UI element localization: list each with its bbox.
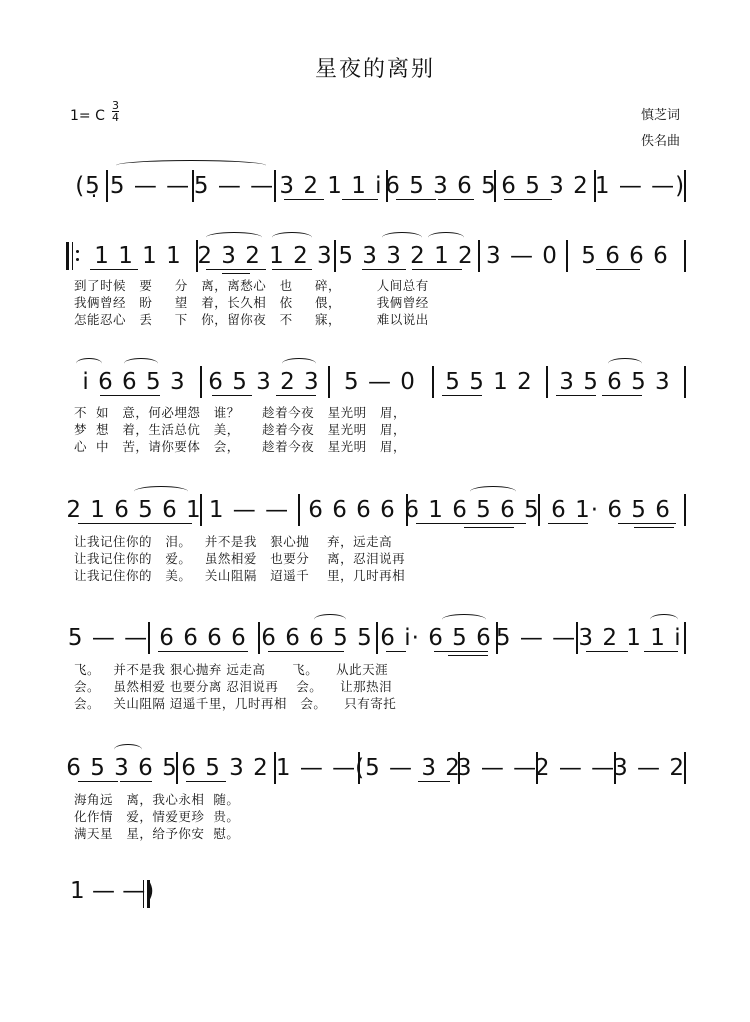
beam (158, 651, 248, 652)
measure: 6 5 3 2 3 (208, 369, 320, 395)
lyric-line: 不 如 意，何必埋怨 谁？ 趁着今夜 星光明 眉， (74, 405, 406, 420)
beam (362, 269, 406, 270)
barline (298, 494, 300, 526)
final-barline (143, 880, 150, 908)
beam (78, 523, 192, 524)
slur (650, 614, 678, 625)
barline (494, 170, 496, 202)
barline (478, 240, 480, 272)
slur (442, 614, 486, 625)
barline (274, 170, 276, 202)
beam (602, 395, 642, 396)
barline (684, 622, 686, 654)
beam (644, 651, 678, 652)
beam (90, 269, 138, 270)
lyric-line: 海角远 离，我心永相 随。 (74, 792, 240, 807)
measure: 3 — 0 (486, 243, 558, 269)
beam (634, 527, 674, 528)
beam (78, 781, 118, 782)
measure: 1 1 1 1 (94, 243, 182, 269)
barline (200, 366, 202, 398)
beam (206, 269, 266, 270)
lyricist-credit: 慎芝词 (640, 108, 680, 123)
beam (412, 269, 462, 270)
barline (684, 494, 686, 526)
measure: 5 3 3 2 1 2 (338, 243, 474, 269)
measure: 6 6 6 6 (308, 497, 396, 523)
measure: 1 — — (275, 755, 357, 781)
measure: 5 5 1 2 (445, 369, 533, 395)
lyric-line: 让我记住你的 爱。 虽然相爱 也要分 离，忍泪说再 (74, 551, 406, 566)
lyric-line: 让我记住你的 美。 关山阻隔 迢遥千 里，几时再相 (74, 568, 406, 583)
barline (432, 366, 434, 398)
beam (418, 781, 450, 782)
time-signature (112, 100, 119, 123)
barline (566, 240, 568, 272)
final-measure: 1 — —) (70, 878, 155, 904)
repeat-start-thin (72, 242, 73, 270)
composer-credit: 佚名曲 (640, 134, 680, 149)
beam (556, 395, 596, 396)
beam (342, 199, 378, 200)
beam (284, 199, 324, 200)
lyric-line: 满天星 星，给予你安 慰。 (74, 826, 240, 841)
lyric-line: 到了时候 要 分 离，离愁心 也 碎， 人间总有 (74, 278, 429, 293)
beam (596, 269, 640, 270)
lyric-line: 我俩曾经 盼 望 着，长久相 依 偎， 我俩曾经 (74, 295, 429, 310)
lyric-line: 让我记住你的 泪。 并不是我 狠心抛 弃，远走高 (74, 534, 393, 549)
measure: 6 1· 6 5 6 (551, 497, 671, 523)
barline (334, 240, 336, 272)
lyric-line: 化作情 爱，情爱更珍 贵。 (74, 809, 240, 824)
measure: 2 — — (534, 755, 616, 781)
measure: 5 — — (495, 625, 577, 651)
measure: 5 6 6 6 (581, 243, 669, 269)
barline (328, 366, 330, 398)
meter-bottom: 4 (112, 111, 119, 124)
beam (396, 199, 436, 200)
barline (176, 752, 178, 784)
beam (100, 395, 160, 396)
slur (282, 358, 316, 369)
measure: 1 — —) (594, 173, 686, 199)
measure: 6 1 6 5 6 5 (404, 497, 540, 523)
barline (684, 752, 686, 784)
slur (428, 232, 464, 243)
measure: 3 2 1 1 i (578, 625, 682, 651)
barline (546, 366, 548, 398)
measure: 3 — 2 (613, 755, 685, 781)
beam (416, 523, 526, 524)
beam (438, 199, 474, 200)
repeat-dots (76, 248, 80, 264)
slur (114, 744, 142, 755)
measure: 6 i· 6 5 6 (380, 625, 492, 651)
score-row-1 (72, 236, 688, 276)
beam (212, 395, 252, 396)
lyric-line: 会。 关山阻隔 迢遥千里，几时再相 会。 只有寄托 (74, 696, 397, 711)
measure: 6 5 3 6 5 (385, 173, 497, 199)
lyric-line: 怎能忍心 丢 下 你，留你夜 不 寐， 难以说出 (74, 312, 429, 327)
lyric-line: 心 中 苦，请你要体 会， 趁着今夜 星光明 眉， (74, 439, 406, 454)
measure: 3 2 1 1 i (279, 173, 383, 199)
score-row-2 (72, 362, 688, 402)
beam (120, 781, 152, 782)
beam (464, 527, 514, 528)
key-signature: 1= C (70, 108, 105, 124)
barline (106, 170, 108, 202)
barline (200, 494, 202, 526)
measure: 5 — 0 (344, 369, 416, 395)
beam (268, 651, 344, 652)
measure: 5 — — (193, 173, 275, 199)
measure: 1 — — (208, 497, 290, 523)
barline (684, 366, 686, 398)
barline (258, 622, 260, 654)
measure: 3 — — (456, 755, 538, 781)
slur (134, 486, 188, 497)
slur (608, 358, 642, 369)
barline (148, 622, 150, 654)
measure: 6 5 3 2 (181, 755, 269, 781)
measure: i 6 6 5 3 (82, 369, 186, 395)
barline (538, 494, 540, 526)
beam (504, 199, 552, 200)
beam (548, 523, 588, 524)
slur (272, 232, 312, 243)
measure: (5̣ (75, 173, 101, 199)
measure: 6 5 3 2 (501, 173, 589, 199)
measure: 6 6 6 5 5 (261, 625, 373, 651)
measure: (5 — 3 2 (355, 755, 461, 781)
meter-top: 3 (112, 99, 119, 112)
beam (618, 523, 676, 524)
score-row-intro (72, 166, 688, 206)
slur (124, 358, 158, 369)
measure: 2 3 2 1 2 3 (197, 243, 333, 269)
score-row-4 (67, 618, 688, 658)
slur (382, 232, 422, 243)
barline (376, 622, 378, 654)
slur (470, 486, 516, 497)
beam (586, 651, 628, 652)
slur (314, 614, 346, 625)
barline (684, 240, 686, 272)
beam (222, 273, 250, 274)
slur (206, 232, 262, 243)
slur (76, 358, 102, 369)
beam (272, 269, 312, 270)
beam (442, 395, 482, 396)
score-row-5 (66, 748, 688, 788)
song-title: 星夜的离别 (314, 57, 435, 82)
tie (116, 160, 266, 171)
lyric-line: 会。 虽然相爱 也要分离 忍泪说再 会。 让那热泪 (74, 679, 393, 694)
measure: 2 1 6 5 6 1 (66, 497, 202, 523)
beam (386, 651, 406, 652)
beam (186, 781, 226, 782)
measure: 5 — — (109, 173, 191, 199)
barline (684, 170, 686, 202)
measure: 3 5 6 5 3 (559, 369, 671, 395)
measure: 5 — — (67, 625, 149, 651)
score-row-3 (66, 490, 688, 530)
beam (434, 651, 488, 652)
lyric-line: 梦 想 着，生活总伉 美， 趁着今夜 星光明 眉， (74, 422, 406, 437)
lyric-line: 飞。 并不是我 狠心抛弃 远走高 飞。 从此天涯 (74, 662, 389, 677)
beam (276, 395, 316, 396)
measure: 6 5 3 6 5 (66, 755, 178, 781)
measure: 6 6 6 6 (159, 625, 247, 651)
beam (448, 655, 488, 656)
repeat-start-thick (66, 242, 69, 270)
